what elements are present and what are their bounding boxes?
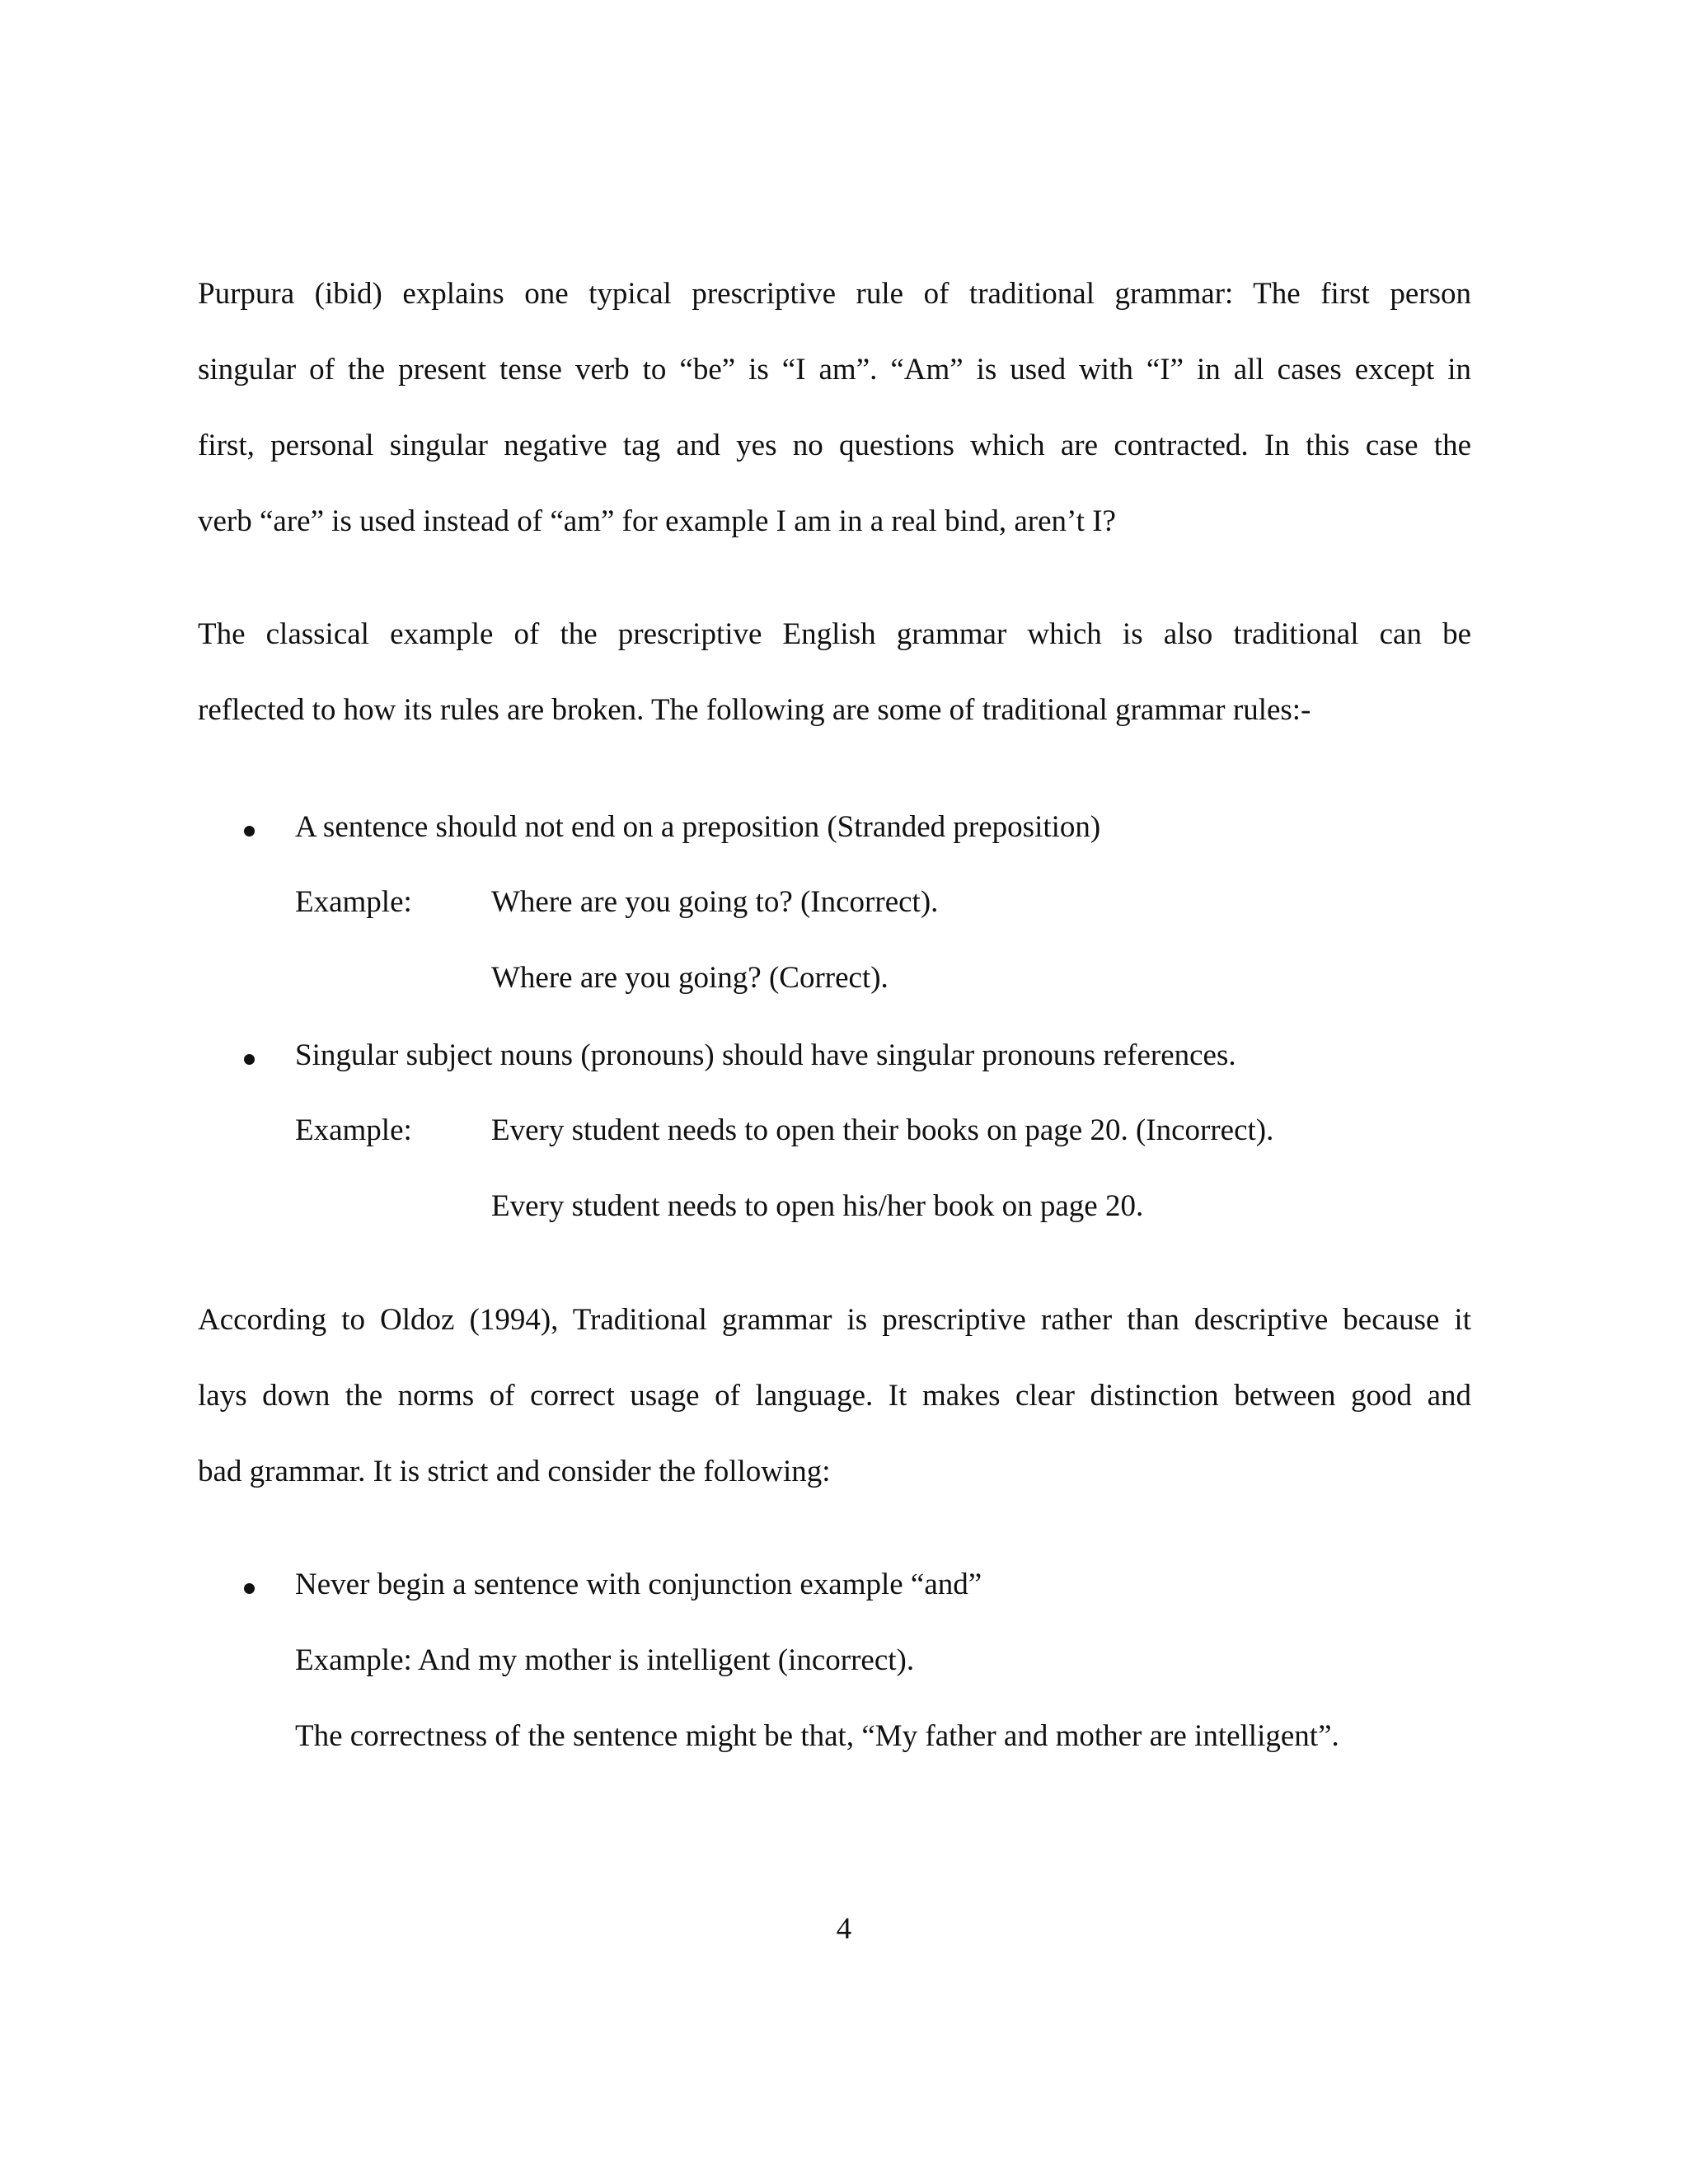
rule-1-text: A sentence should not end on a preposition (Stranded preposition) bbox=[295, 810, 1101, 844]
paragraph-3-line-3: bad grammar. It is strict and consider the following: bbox=[198, 1455, 831, 1488]
paragraph-3-line-1: According to Oldoz (1994), Traditional grammar is prescriptive rather than descriptive because it bbox=[198, 1303, 1471, 1337]
rule-2-example-correct: Every student needs to open his/her book on page 20. bbox=[491, 1189, 1144, 1223]
bullet-icon bbox=[244, 1583, 255, 1594]
rule-3-correction: The correctness of the sentence might be that, “My father and mother are intelligent”. bbox=[295, 1719, 1339, 1753]
page-number: 4 bbox=[836, 1912, 852, 1946]
paragraph-2-line-1: The classical example of the prescriptive English grammar which is also traditional can be bbox=[198, 617, 1471, 651]
paragraph-2-line-2: reflected to how its rules are broken. The following are some of traditional grammar rules:- bbox=[198, 693, 1311, 727]
rule-1-example-correct: Where are you going? (Correct). bbox=[491, 961, 889, 995]
bullet-icon bbox=[244, 1054, 255, 1065]
rule-3-example: Example: And my mother is intelligent (incorrect). bbox=[295, 1643, 915, 1677]
rule-2-example-incorrect: Every student needs to open their books on page 20. (Incorrect). bbox=[491, 1113, 1274, 1147]
paragraph-1-line-1: Purpura (ibid) explains one typical prescriptive rule of traditional grammar: The first person bbox=[198, 277, 1471, 311]
paragraph-3-line-2: lays down the norms of correct usage of language. It makes clear distinction between good and bbox=[198, 1379, 1471, 1413]
bullet-icon bbox=[244, 826, 255, 837]
rule-1-example-incorrect: Where are you going to? (Incorrect). bbox=[491, 885, 939, 919]
rule-2-text: Singular subject nouns (pronouns) should have singular pronouns references. bbox=[295, 1038, 1236, 1072]
paragraph-1-line-4: verb “are” is used instead of “am” for example I am in a real bind, aren’t I? bbox=[198, 504, 1116, 538]
paragraph-1-line-3: first, personal singular negative tag and yes no questions which are contracted. In this case the bbox=[198, 429, 1471, 462]
rule-3-text: Never begin a sentence with conjunction example “and” bbox=[295, 1568, 982, 1601]
rule-2-example-label: Example: bbox=[295, 1113, 412, 1147]
rule-1-example-label: Example: bbox=[295, 885, 412, 919]
paragraph-1-line-2: singular of the present tense verb to “be” is “I am”. “Am” is used with “I” in all cases except in bbox=[198, 353, 1471, 387]
